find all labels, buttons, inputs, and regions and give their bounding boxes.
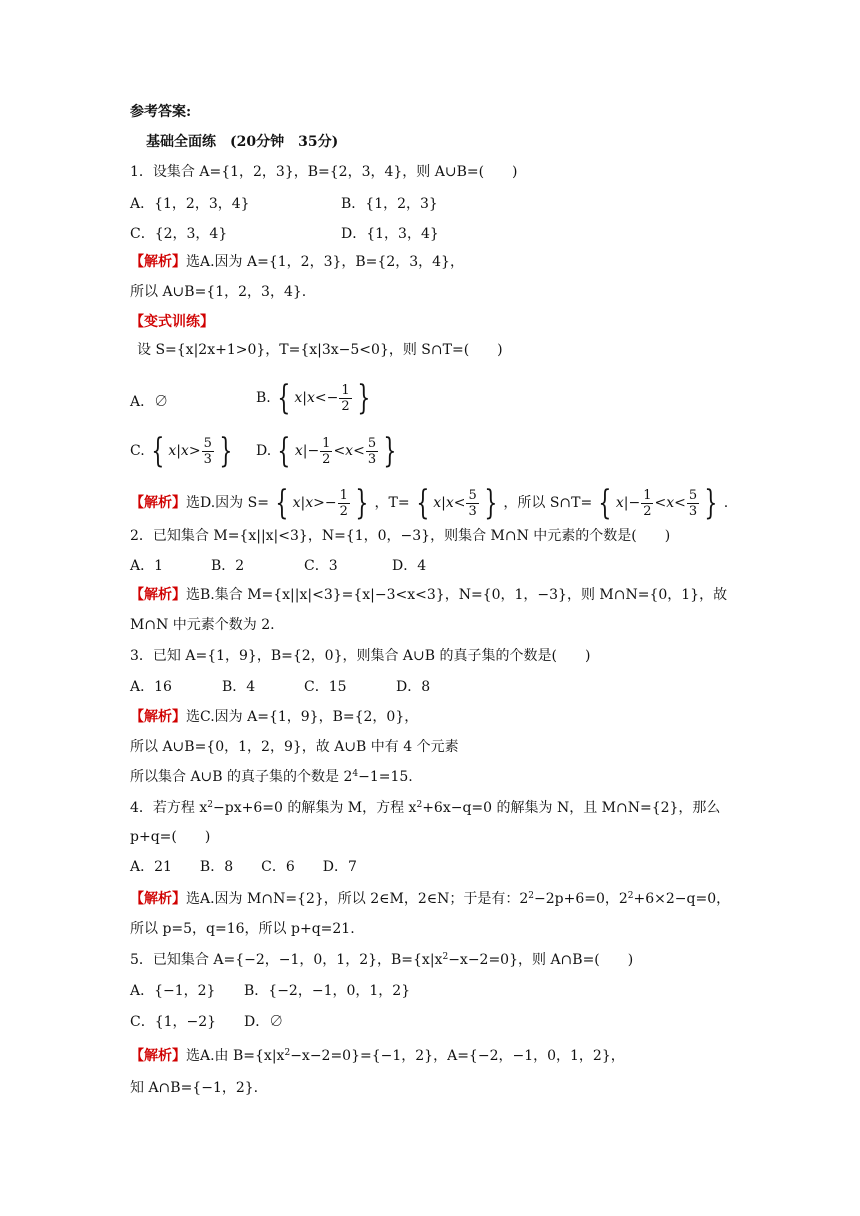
exponent: 2 bbox=[207, 800, 213, 810]
fraction bbox=[338, 488, 350, 519]
q5-option-a: A．{−1，2} bbox=[130, 983, 216, 999]
solution-tag: 【解析】 bbox=[130, 891, 186, 907]
solution-text: ，T= bbox=[374, 495, 410, 511]
numerator: 5 bbox=[203, 435, 212, 451]
denominator: 3 bbox=[688, 503, 698, 519]
solution-text: 选A.由 B={x|x bbox=[186, 1048, 285, 1064]
solution-tag: 【解析】 bbox=[130, 495, 186, 511]
fraction bbox=[641, 488, 653, 519]
denominator: 2 bbox=[322, 451, 331, 467]
stem-text: −x−2=0}，则 A∩B=( ) bbox=[448, 952, 634, 968]
q3-solution-text: 选C.因为 A={1，9}，B={2，0}， bbox=[186, 709, 419, 725]
exponent: 2 bbox=[416, 800, 423, 810]
q3-stem: 3．已知 A={1，9}，B={2，0}，则集合 A∪B 的真子集的个数是( ) bbox=[130, 648, 591, 664]
q5-solution-line1 bbox=[130, 1046, 625, 1066]
q1-option-a: A．{1，2，3，4} bbox=[130, 196, 250, 212]
solution-text: 所以集合 A∪B 的真子集的个数是 2 bbox=[130, 769, 353, 785]
q3-option-c: C．15 bbox=[304, 679, 347, 695]
q3-solution-line2: 所以 A∪B={0，1，2，9}，故 A∪B 中有 4 个元素 bbox=[130, 739, 459, 755]
set-intersection: { x|− $\frac{1}{2}$ <x< $\frac{5}{3}$ } bbox=[598, 483, 718, 523]
denominator: 2 bbox=[643, 503, 652, 519]
option-label: D. bbox=[256, 443, 272, 459]
variant-tag: 【变式训练】 bbox=[130, 314, 214, 330]
numerator: 1 bbox=[341, 382, 350, 398]
fraction bbox=[202, 436, 214, 467]
set-condition: x|x>− bbox=[292, 495, 337, 511]
option-label: B. bbox=[256, 390, 271, 406]
q2-option-d: D．4 bbox=[392, 558, 427, 574]
numerator: 5 bbox=[468, 487, 477, 503]
q2-solution-line1 bbox=[130, 585, 727, 605]
stem-text: −px+6=0 的解集为 M，方程 x bbox=[213, 800, 417, 816]
fraction bbox=[366, 436, 378, 467]
q3-option-d: D．8 bbox=[396, 679, 431, 695]
solution-tag: 【解析】 bbox=[130, 1048, 186, 1064]
q2-option-c: C．3 bbox=[304, 558, 338, 574]
q3-option-b: B．4 bbox=[222, 679, 256, 695]
q4-stem-line2: p+q=( ) bbox=[130, 829, 211, 845]
set-condition: <x< bbox=[333, 443, 365, 459]
q2-solution-text: 选B.集合 M={x||x|<3}={x|−3<x<3}，N={0，1，−3}，则 M∩N={0，1}，故 bbox=[186, 587, 728, 603]
set-expression: { x|x> $\frac{5}{3}$ } bbox=[151, 431, 233, 471]
set-condition: x|x<− bbox=[294, 390, 339, 406]
fraction bbox=[320, 436, 332, 467]
variant-option-c bbox=[130, 425, 238, 477]
denominator: 2 bbox=[339, 503, 348, 519]
solution-text: 选D.因为 S= bbox=[186, 495, 269, 511]
q5-option-d: D．∅ bbox=[244, 1014, 284, 1030]
set-s: { x|x>− $\frac{1}{2}$ } bbox=[275, 483, 369, 523]
exponent: 2 bbox=[284, 1048, 291, 1058]
denominator: 3 bbox=[468, 503, 477, 519]
set-expression: { x|x<− $\frac{1}{2}$ } bbox=[277, 378, 370, 418]
q4-stem-line1 bbox=[130, 798, 720, 818]
fraction bbox=[687, 488, 699, 519]
q3-solution-line1 bbox=[130, 707, 418, 727]
q2-option-b: B．2 bbox=[211, 558, 245, 574]
denominator: 3 bbox=[203, 451, 212, 467]
q5-solution-line2: 知 A∩B={−1，2}. bbox=[130, 1080, 259, 1096]
solution-tag: 【解析】 bbox=[130, 709, 186, 725]
q1-solution-line2: 所以 A∪B={1，2，3，4}. bbox=[130, 284, 307, 300]
q1-solution-line1 bbox=[130, 252, 464, 272]
set-condition: x|x< bbox=[433, 495, 466, 511]
set-condition: x|− bbox=[615, 495, 641, 511]
q4-solution-line1 bbox=[130, 889, 730, 909]
solution-tag: 【解析】 bbox=[130, 587, 186, 603]
solution-text: −x−2=0}={−1，2}，A={−2，−1，0，1，2}， bbox=[290, 1048, 625, 1064]
q2-stem: 2．已知集合 M={x||x|<3}，N={1，0，−3}，则集合 M∩N 中元素的个数是( ) bbox=[130, 528, 671, 544]
exponent: 2 bbox=[528, 891, 534, 901]
denominator: 3 bbox=[367, 451, 377, 467]
exponent: 2 bbox=[627, 891, 634, 901]
exponent: 4 bbox=[352, 769, 359, 779]
q3-solution-line3 bbox=[130, 767, 413, 787]
solution-text: +6×2−q=0， bbox=[633, 891, 731, 907]
exponent: 2 bbox=[442, 952, 449, 962]
set-expression: { x|− $\frac{1}{2}$ <x< $\frac{5}{3}$ } bbox=[277, 431, 397, 471]
denominator: 2 bbox=[341, 398, 350, 414]
solution-text: −2p+6=0，2 bbox=[534, 891, 628, 907]
q5-option-c: C．{1，−2} bbox=[130, 1014, 217, 1030]
variant-option-b bbox=[256, 372, 376, 424]
set-condition: <x< bbox=[654, 495, 686, 511]
stem-text: 4．若方程 x bbox=[130, 800, 208, 816]
numerator: 1 bbox=[339, 487, 348, 503]
q2-option-a: A．1 bbox=[130, 558, 164, 574]
q2-solution-line2: M∩N 中元素个数为 2. bbox=[130, 617, 275, 633]
q1-option-c: C．{2，3，4} bbox=[130, 226, 228, 242]
solution-text: −1=15. bbox=[358, 769, 413, 785]
fraction bbox=[339, 383, 351, 414]
variant-option-d bbox=[256, 425, 403, 477]
q1-solution-text: 选A.因为 A={1，2，3}，B={2，3，4}， bbox=[186, 254, 464, 270]
fraction bbox=[466, 488, 478, 519]
q5-option-b: B．{−2，−1，0，1，2} bbox=[244, 983, 411, 999]
q1-stem: 1．设集合 A={1，2，3}，B={2，3，4}，则 A∪B=( ) bbox=[130, 164, 518, 180]
q4-solution-line2: 所以 p=5，q=16，所以 p+q=21. bbox=[130, 921, 355, 937]
solution-text: 选A.因为 M∩N={2}，所以 2∈M，2∈N；于是有：2 bbox=[186, 891, 529, 907]
option-label: C. bbox=[130, 443, 145, 459]
set-condition: x|− bbox=[294, 443, 320, 459]
q1-option-d: D．{1，3，4} bbox=[341, 226, 439, 242]
variant-solution bbox=[130, 477, 728, 529]
q3-option-a: A．16 bbox=[130, 679, 172, 695]
q5-stem bbox=[130, 950, 633, 970]
stem-text: +6x−q=0 的解集为 N，且 M∩N={2}，那么 bbox=[422, 800, 721, 816]
solution-text: ，所以 S∩T= bbox=[503, 495, 593, 511]
set-condition: x|x> bbox=[168, 443, 201, 459]
set-t: { x|x< $\frac{5}{3}$ } bbox=[415, 483, 498, 523]
q1-option-b: B．{1，2，3} bbox=[341, 196, 438, 212]
stem-text: 5．已知集合 A={−2，−1，0，1，2}，B={x|x bbox=[130, 952, 443, 968]
q4-options: A．21 B．8 C．6 D．7 bbox=[130, 859, 357, 875]
solution-tag: 【解析】 bbox=[130, 254, 186, 270]
numerator: 1 bbox=[322, 435, 331, 451]
solution-text: . bbox=[723, 495, 729, 511]
section-title: 基础全面练 (20分钟 35分) bbox=[146, 134, 339, 150]
variant-option-a: A．∅ bbox=[130, 394, 169, 410]
numerator: 1 bbox=[643, 487, 652, 503]
answer-heading: 参考答案: bbox=[130, 104, 192, 120]
variant-stem: 设 S={x|2x+1>0}，T={x|3x−5<0}，则 S∩T=( ) bbox=[137, 342, 503, 358]
numerator: 5 bbox=[367, 435, 377, 451]
numerator: 5 bbox=[688, 487, 698, 503]
